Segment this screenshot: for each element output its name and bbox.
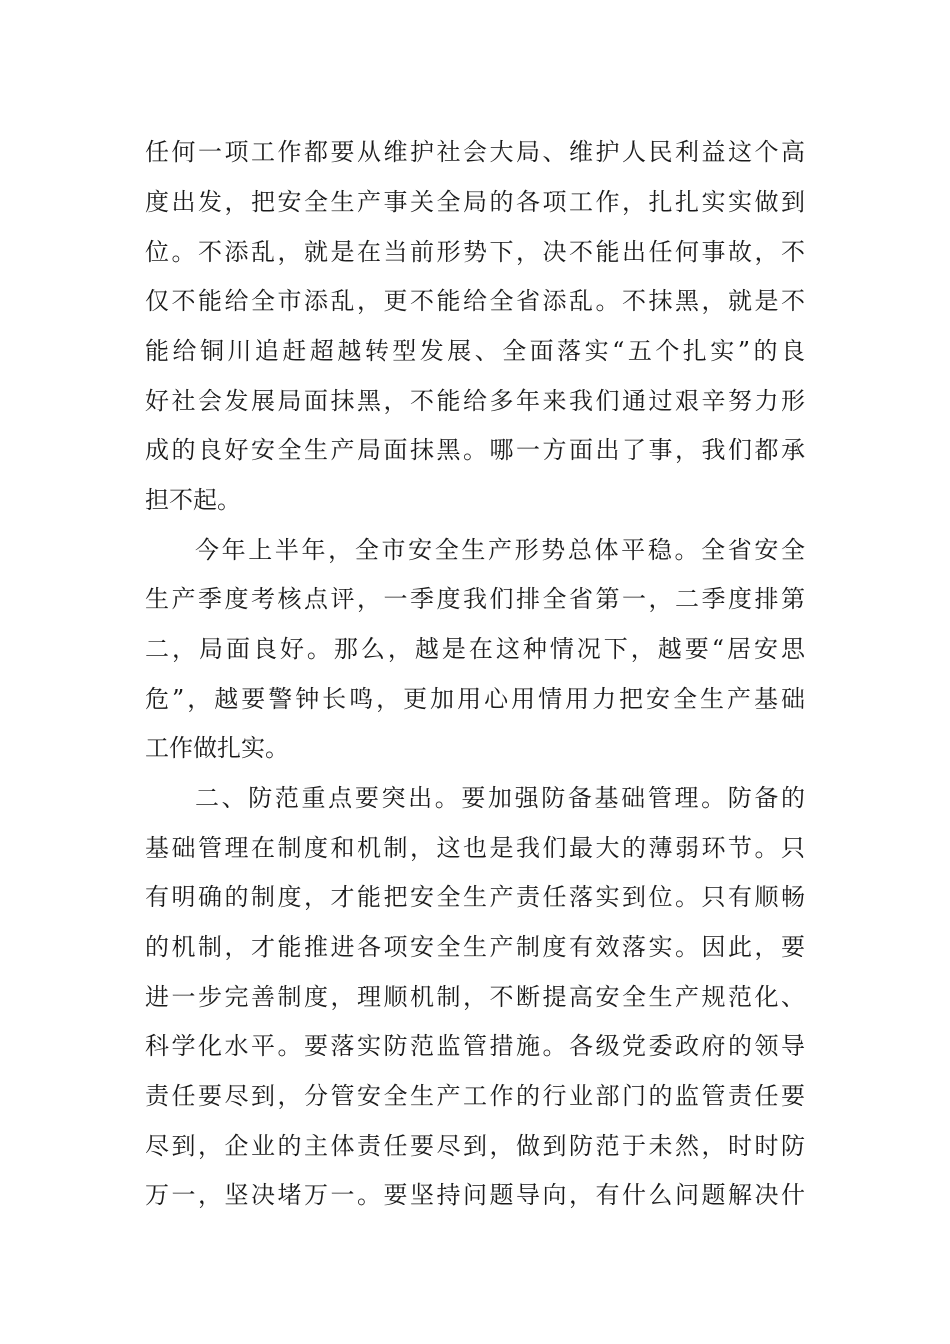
text-line: 万一，坚决堵万一。要坚持问题导向，有什么问题解决什 (145, 1181, 805, 1209)
text-line: 科学化水平。要落实防范监管措施。各级党委政府的领导 (145, 1032, 805, 1060)
text-line: 生产季度考核点评，一季度我们排全省第一，二季度排第 (145, 585, 805, 613)
text-line: 基础管理在制度和机制，这也是我们最大的薄弱环节。只 (145, 834, 805, 862)
text-line: 二，局面良好。那么，越是在这种情况下，越要“居安思 (145, 635, 805, 663)
text-line: 任何一项工作都要从维护社会大局、维护人民利益这个高 (145, 138, 805, 166)
text-line: 进一步完善制度，理顺机制，不断提高安全生产规范化、 (145, 983, 805, 1011)
text-line: 有明确的制度，才能把安全生产责任落实到位。只有顺畅 (145, 883, 805, 911)
text-line: 的机制，才能推进各项安全生产制度有效落实。因此，要 (145, 933, 805, 961)
text-line: 危”，越要警钟长鸣，更加用心用情用力把安全生产基础 (145, 685, 805, 713)
text-line: 度出发，把安全生产事关全局的各项工作，扎扎实实做到 (145, 188, 805, 216)
text-line: 二、防范重点要突出。要加强防备基础管理。防备的 (195, 784, 805, 812)
text-line: 工作做扎实。 (145, 734, 289, 762)
text-line: 好社会发展局面抹黑，不能给多年来我们通过艰辛努力形 (145, 387, 805, 415)
text-line: 担不起。 (145, 486, 241, 514)
text-line: 仅不能给全市添乱，更不能给全省添乱。不抹黑，就是不 (145, 287, 805, 315)
text-line: 位。不添乱，就是在当前形势下，决不能出任何事故，不 (145, 238, 805, 266)
text-line: 成的良好安全生产局面抹黑。哪一方面出了事，我们都承 (145, 436, 805, 464)
text-line: 能给铜川追赶超越转型发展、全面落实“五个扎实”的良 (145, 337, 805, 365)
text-line: 今年上半年，全市安全生产形势总体平稳。全省安全 (195, 536, 805, 564)
text-line: 尽到，企业的主体责任要尽到，做到防范于未然，时时防 (145, 1132, 805, 1160)
text-line: 责任要尽到，分管安全生产工作的行业部门的监管责任要 (145, 1082, 805, 1110)
